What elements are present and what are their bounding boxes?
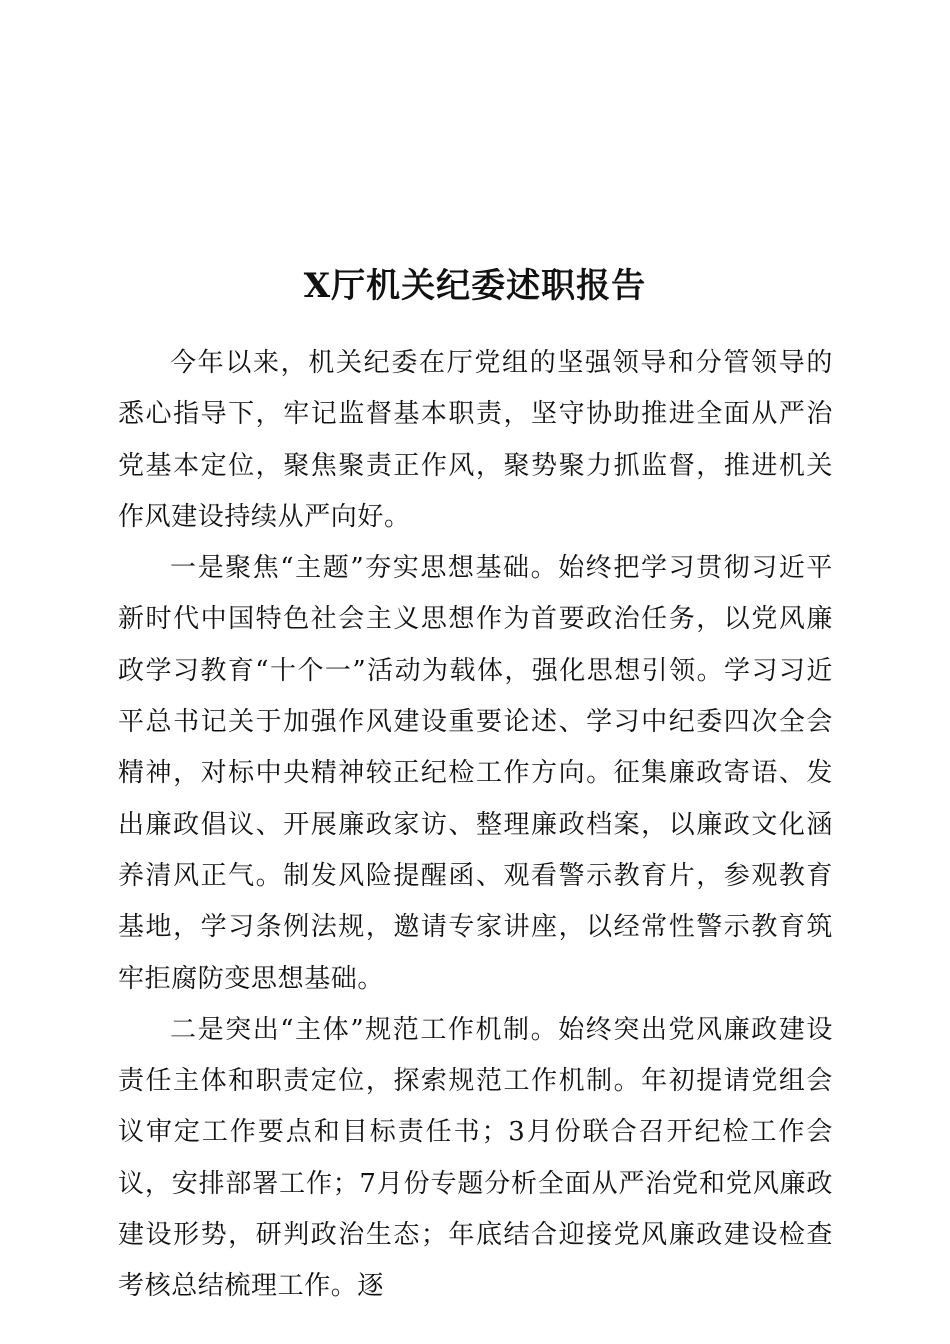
document-title: X厅机关纪委述职报告 [303,266,647,306]
document-body [118,338,833,1313]
paragraph-intro: 今年以来，机关纪委在厅党组的坚强领导和分管领导的悉心指导下，牢记监督基本职责，坚守协助推进全面从严治党基本定位，聚焦聚责正作风，聚势聚力抓监督，推进机关作风建设持续从严向好。 [118,348,833,532]
paragraph-theme: 一是聚焦“主题”夯实思想基础。始终把学习贯彻习近平新时代中国特色社会主义思想作为首要政治任务，以党风廉政学习教育“十个一”活动为载体，强化思想引领。学习习近平总书记关于加强作风建设重要论述、学习中纪委四次全会精神，对标中央精神较正纪检工作方向。征集廉政寄语、发出廉政倡议、开展廉政家访、整理廉政档案，以廉政文化涵养清风正气。制发风险提醒函、观看警示教育片，参观教育基地，学习条例法规，邀请专家讲座，以经常性警示教育筑牢拒腐防变思想基础。 [118,553,833,994]
paragraph-subject: 二是突出“主体”规范工作机制。始终突出党风廉政建设责任主体和职责定位，探索规范工作机制。年初提请党组会议审定工作要点和目标责任书；3月份联合召开纪检工作会议，安排部署工作；7月份专题分析全面从严治党和党风廉政建设形势，研判政治生态；年底结合迎接党风廉政建设检查考核总结梳理工作。逐 [118,1014,833,1302]
